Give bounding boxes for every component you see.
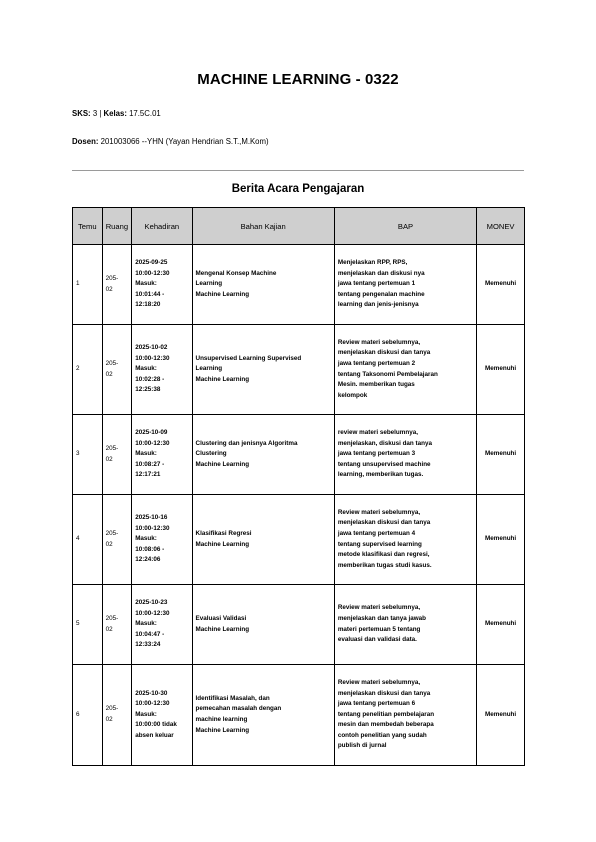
table-row — [73, 495, 525, 585]
cell-kehadiran-line: 2025-10-16 — [135, 514, 168, 522]
cell-bap-line: menjelaskan, diskusi dan tanya — [337, 439, 432, 447]
cell-bap-line: Menjelaskan RPP, RPS, — [337, 259, 408, 267]
course-meta — [72, 109, 161, 118]
cell-bahan-kajian-line: Machine Learning — [195, 460, 250, 468]
lecturer-meta — [72, 137, 269, 146]
cell-bap-line: tentang pengenalan machine — [337, 290, 425, 298]
cell-bap-line: Review materi sebelumnya, — [337, 678, 421, 686]
divider — [72, 170, 524, 171]
cell-ruang-line: 205- — [105, 529, 119, 537]
cell-ruang — [102, 665, 132, 766]
cell-bap-line: kelompok — [337, 391, 368, 399]
table-body — [73, 245, 525, 766]
kelas-label: Kelas: — [103, 109, 127, 118]
cell-kehadiran-line: 2025-10-09 — [135, 429, 168, 437]
cell-bahan-kajian — [192, 245, 334, 325]
cell-temu: 3 — [73, 415, 103, 495]
cell-kehadiran-line: 2025-09-25 — [135, 259, 168, 267]
cell-bap-line: materi pertemuan 5 tentang — [337, 625, 421, 633]
cell-ruang-line: 205- — [105, 359, 119, 367]
cell-ruang-line: 02 — [105, 716, 113, 723]
cell-bap-line: jawa tentang pertemuan 1 — [337, 280, 416, 288]
course-title: MACHINE LEARNING - 0322 — [197, 71, 399, 88]
cell-bap-line: tentang unsupervised machine — [337, 460, 431, 468]
cell-kehadiran — [132, 495, 192, 585]
dosen-label: Dosen: — [72, 137, 99, 146]
cell-bahan-kajian — [192, 415, 334, 495]
cell-monev: Memenuhi — [477, 325, 525, 415]
cell-bahan-kajian-line: Evaluasi Validasi — [195, 614, 247, 622]
cell-bap-line: metode klasifikasi dan regresi, — [337, 551, 430, 559]
cell-kehadiran — [132, 415, 192, 495]
cell-temu: 5 — [73, 585, 103, 665]
cell-bahan-kajian-line: Clustering dan jenisnya Algoritma — [195, 439, 298, 447]
cell-kehadiran-line: 2025-10-23 — [135, 599, 168, 607]
cell-bap-line: review materi sebelumnya, — [337, 429, 418, 437]
cell-bap-line: jawa tentang pertemuan 2 — [337, 359, 416, 367]
cell-temu: 4 — [73, 495, 103, 585]
cell-bap-line: contoh penelitian yang sudah — [337, 731, 427, 739]
cell-ruang-line: 205- — [105, 274, 119, 282]
cell-bahan-kajian-line: Clustering — [195, 450, 227, 458]
cell-kehadiran — [132, 585, 192, 665]
cell-ruang-line: 02 — [105, 285, 113, 293]
cell-bahan-kajian-line: Machine Learning — [195, 625, 250, 633]
cell-kehadiran-line: Masuk: — [135, 365, 157, 373]
cell-bahan-kajian — [192, 495, 334, 585]
header-bahan-kajian: Bahan Kajian — [192, 208, 334, 245]
sks-label: SKS: — [72, 109, 91, 118]
cell-bap-line: jawa tentang pertemuan 6 — [337, 700, 416, 708]
table-row — [73, 665, 525, 766]
cell-ruang-line: 205- — [105, 614, 119, 622]
cell-bahan-kajian — [192, 665, 334, 766]
cell-ruang — [102, 245, 132, 325]
cell-bahan-kajian-line: Klasifikasi Regresi — [195, 529, 252, 537]
header-monev: MONEV — [477, 208, 525, 245]
cell-bap-line: jawa tentang pertemuan 4 — [337, 529, 416, 537]
cell-bap-line: tentang supervised learning — [337, 540, 422, 548]
cell-bahan-kajian-line: pemecahan masalah dengan — [195, 705, 282, 713]
cell-bap-line: menjelaskan dan diskusi nya — [337, 269, 425, 277]
cell-kehadiran-line: 10:01:44 - — [135, 290, 165, 298]
cell-kehadiran — [132, 665, 192, 766]
cell-temu: 2 — [73, 325, 103, 415]
cell-bap-line: publish di jurnal — [337, 742, 387, 750]
cell-bap-line: learning, memberikan tugas. — [337, 471, 424, 479]
cell-temu: 1 — [73, 245, 103, 325]
dosen-value: 201003066 --YHN (Yayan Hendrian S.T.,M.Kom) — [100, 137, 269, 146]
cell-bap-line: Mesin. memberikan tugas — [337, 381, 415, 389]
cell-ruang-line: 02 — [105, 625, 113, 633]
cell-temu: 6 — [73, 665, 103, 766]
cell-kehadiran-line: 10:00-12:30 — [135, 609, 170, 617]
cell-bap-line: memberikan tugas studi kasus. — [337, 561, 432, 569]
cell-ruang — [102, 325, 132, 415]
cell-kehadiran-line: 10:00-12:30 — [135, 269, 170, 277]
cell-monev: Memenuhi — [477, 665, 525, 766]
cell-kehadiran-line: 10:08:06 - — [135, 545, 165, 553]
cell-ruang — [102, 415, 132, 495]
section-title: Berita Acara Pengajaran — [231, 183, 365, 195]
cell-bap-line: Review materi sebelumnya, — [337, 508, 421, 516]
cell-bap-line: menjelaskan diskusi dan tanya — [337, 349, 431, 357]
cell-kehadiran-line: absen keluar — [135, 731, 174, 739]
cell-monev: Memenuhi — [477, 495, 525, 585]
cell-bap-line: jawa tentang pertemuan 3 — [337, 450, 416, 458]
cell-kehadiran-line: 2025-10-30 — [135, 689, 168, 697]
cell-ruang-line: 02 — [105, 455, 113, 463]
cell-kehadiran — [132, 245, 192, 325]
cell-kehadiran-line: Masuk: — [135, 620, 157, 628]
header-kehadiran: Kehadiran — [132, 208, 192, 245]
cell-kehadiran-line: 10:00-12:30 — [135, 524, 170, 532]
cell-kehadiran-line: Masuk: — [135, 535, 157, 543]
header-temu: Temu — [73, 208, 103, 245]
cell-kehadiran-line: 10:04:47 - — [135, 630, 165, 638]
cell-ruang-line: 205- — [105, 444, 119, 452]
cell-monev: Memenuhi — [477, 415, 525, 495]
cell-monev: Memenuhi — [477, 245, 525, 325]
cell-bahan-kajian-line: Machine Learning — [195, 290, 250, 298]
sks-value: 3 | — [92, 109, 104, 118]
cell-kehadiran-line: Masuk: — [135, 280, 157, 288]
cell-bahan-kajian-line: Machine Learning — [195, 726, 250, 734]
cell-ruang — [102, 495, 132, 585]
cell-bahan-kajian-line: Unsupervised Learning Supervised — [195, 354, 302, 362]
cell-bap — [334, 585, 476, 665]
cell-kehadiran-line: 2025-10-02 — [135, 344, 168, 352]
cell-kehadiran-line: 12:33:24 — [135, 641, 161, 649]
cell-kehadiran-line: 12:25:38 — [135, 386, 161, 394]
header-bap: BAP — [334, 208, 476, 245]
cell-bap-line: menjelaskan diskusi dan tanya — [337, 689, 431, 697]
table-header-row — [73, 208, 525, 245]
cell-bap-line: menjelaskan diskusi dan tanya — [337, 519, 431, 527]
cell-kehadiran-line: 10:00-12:30 — [135, 354, 170, 362]
cell-kehadiran-line: 10:02:28 - — [135, 375, 165, 383]
cell-bap — [334, 665, 476, 766]
cell-kehadiran-line: 12:17:21 — [135, 471, 161, 479]
cell-bahan-kajian — [192, 585, 334, 665]
cell-kehadiran-line: 10:00:00 tidak — [135, 721, 177, 729]
cell-bap — [334, 325, 476, 415]
cell-bap-line: tentang Taksonomi Pembelajaran — [337, 370, 438, 378]
cell-bahan-kajian-line: Machine Learning — [195, 540, 250, 548]
cell-ruang-line: 02 — [105, 540, 113, 548]
cell-bap-line: menjelaskan dan tanya jawab — [337, 614, 427, 622]
teaching-report-table — [72, 207, 525, 766]
cell-bap-line: evaluasi dan validasi data. — [337, 636, 417, 644]
cell-kehadiran-line: 12:18:20 — [135, 301, 161, 309]
cell-monev: Memenuhi — [477, 585, 525, 665]
cell-kehadiran-line: Masuk: — [135, 710, 157, 718]
cell-bap — [334, 495, 476, 585]
table-row — [73, 245, 525, 325]
cell-kehadiran-line: 10:08:27 - — [135, 460, 165, 468]
cell-kehadiran — [132, 325, 192, 415]
cell-kehadiran-line: 12:24:06 — [135, 556, 161, 564]
cell-ruang — [102, 585, 132, 665]
cell-bap — [334, 415, 476, 495]
cell-ruang-line: 02 — [105, 370, 113, 378]
cell-bahan-kajian-line: Learning — [195, 365, 223, 373]
cell-bahan-kajian-line: machine learning — [195, 716, 248, 723]
cell-bap-line: Review materi sebelumnya, — [337, 338, 421, 346]
cell-bahan-kajian-line: Mengenal Konsep Machine — [195, 269, 277, 277]
cell-ruang-line: 205- — [105, 705, 119, 713]
header-ruang: Ruang — [102, 208, 132, 245]
cell-kehadiran-line: 10:00-12:30 — [135, 700, 170, 708]
cell-kehadiran-line: 10:00-12:30 — [135, 439, 170, 447]
table-row — [73, 325, 525, 415]
cell-bahan-kajian-line: Identifikasi Masalah, dan — [195, 694, 270, 702]
table-row — [73, 585, 525, 665]
table-row — [73, 415, 525, 495]
cell-bap — [334, 245, 476, 325]
cell-bap-line: Review materi sebelumnya, — [337, 604, 421, 612]
kelas-value: 17.5C.01 — [129, 109, 161, 118]
cell-bap-line: mesin dan membedah beberapa — [337, 721, 434, 729]
cell-bahan-kajian — [192, 325, 334, 415]
cell-bahan-kajian-line: Learning — [195, 280, 223, 288]
cell-kehadiran-line: Masuk: — [135, 450, 157, 458]
cell-bap-line: tentang penelitian pembelajaran — [337, 710, 435, 718]
cell-bap-line: learning dan jenis-jenisnya — [337, 301, 419, 309]
cell-bahan-kajian-line: Machine Learning — [195, 375, 250, 383]
